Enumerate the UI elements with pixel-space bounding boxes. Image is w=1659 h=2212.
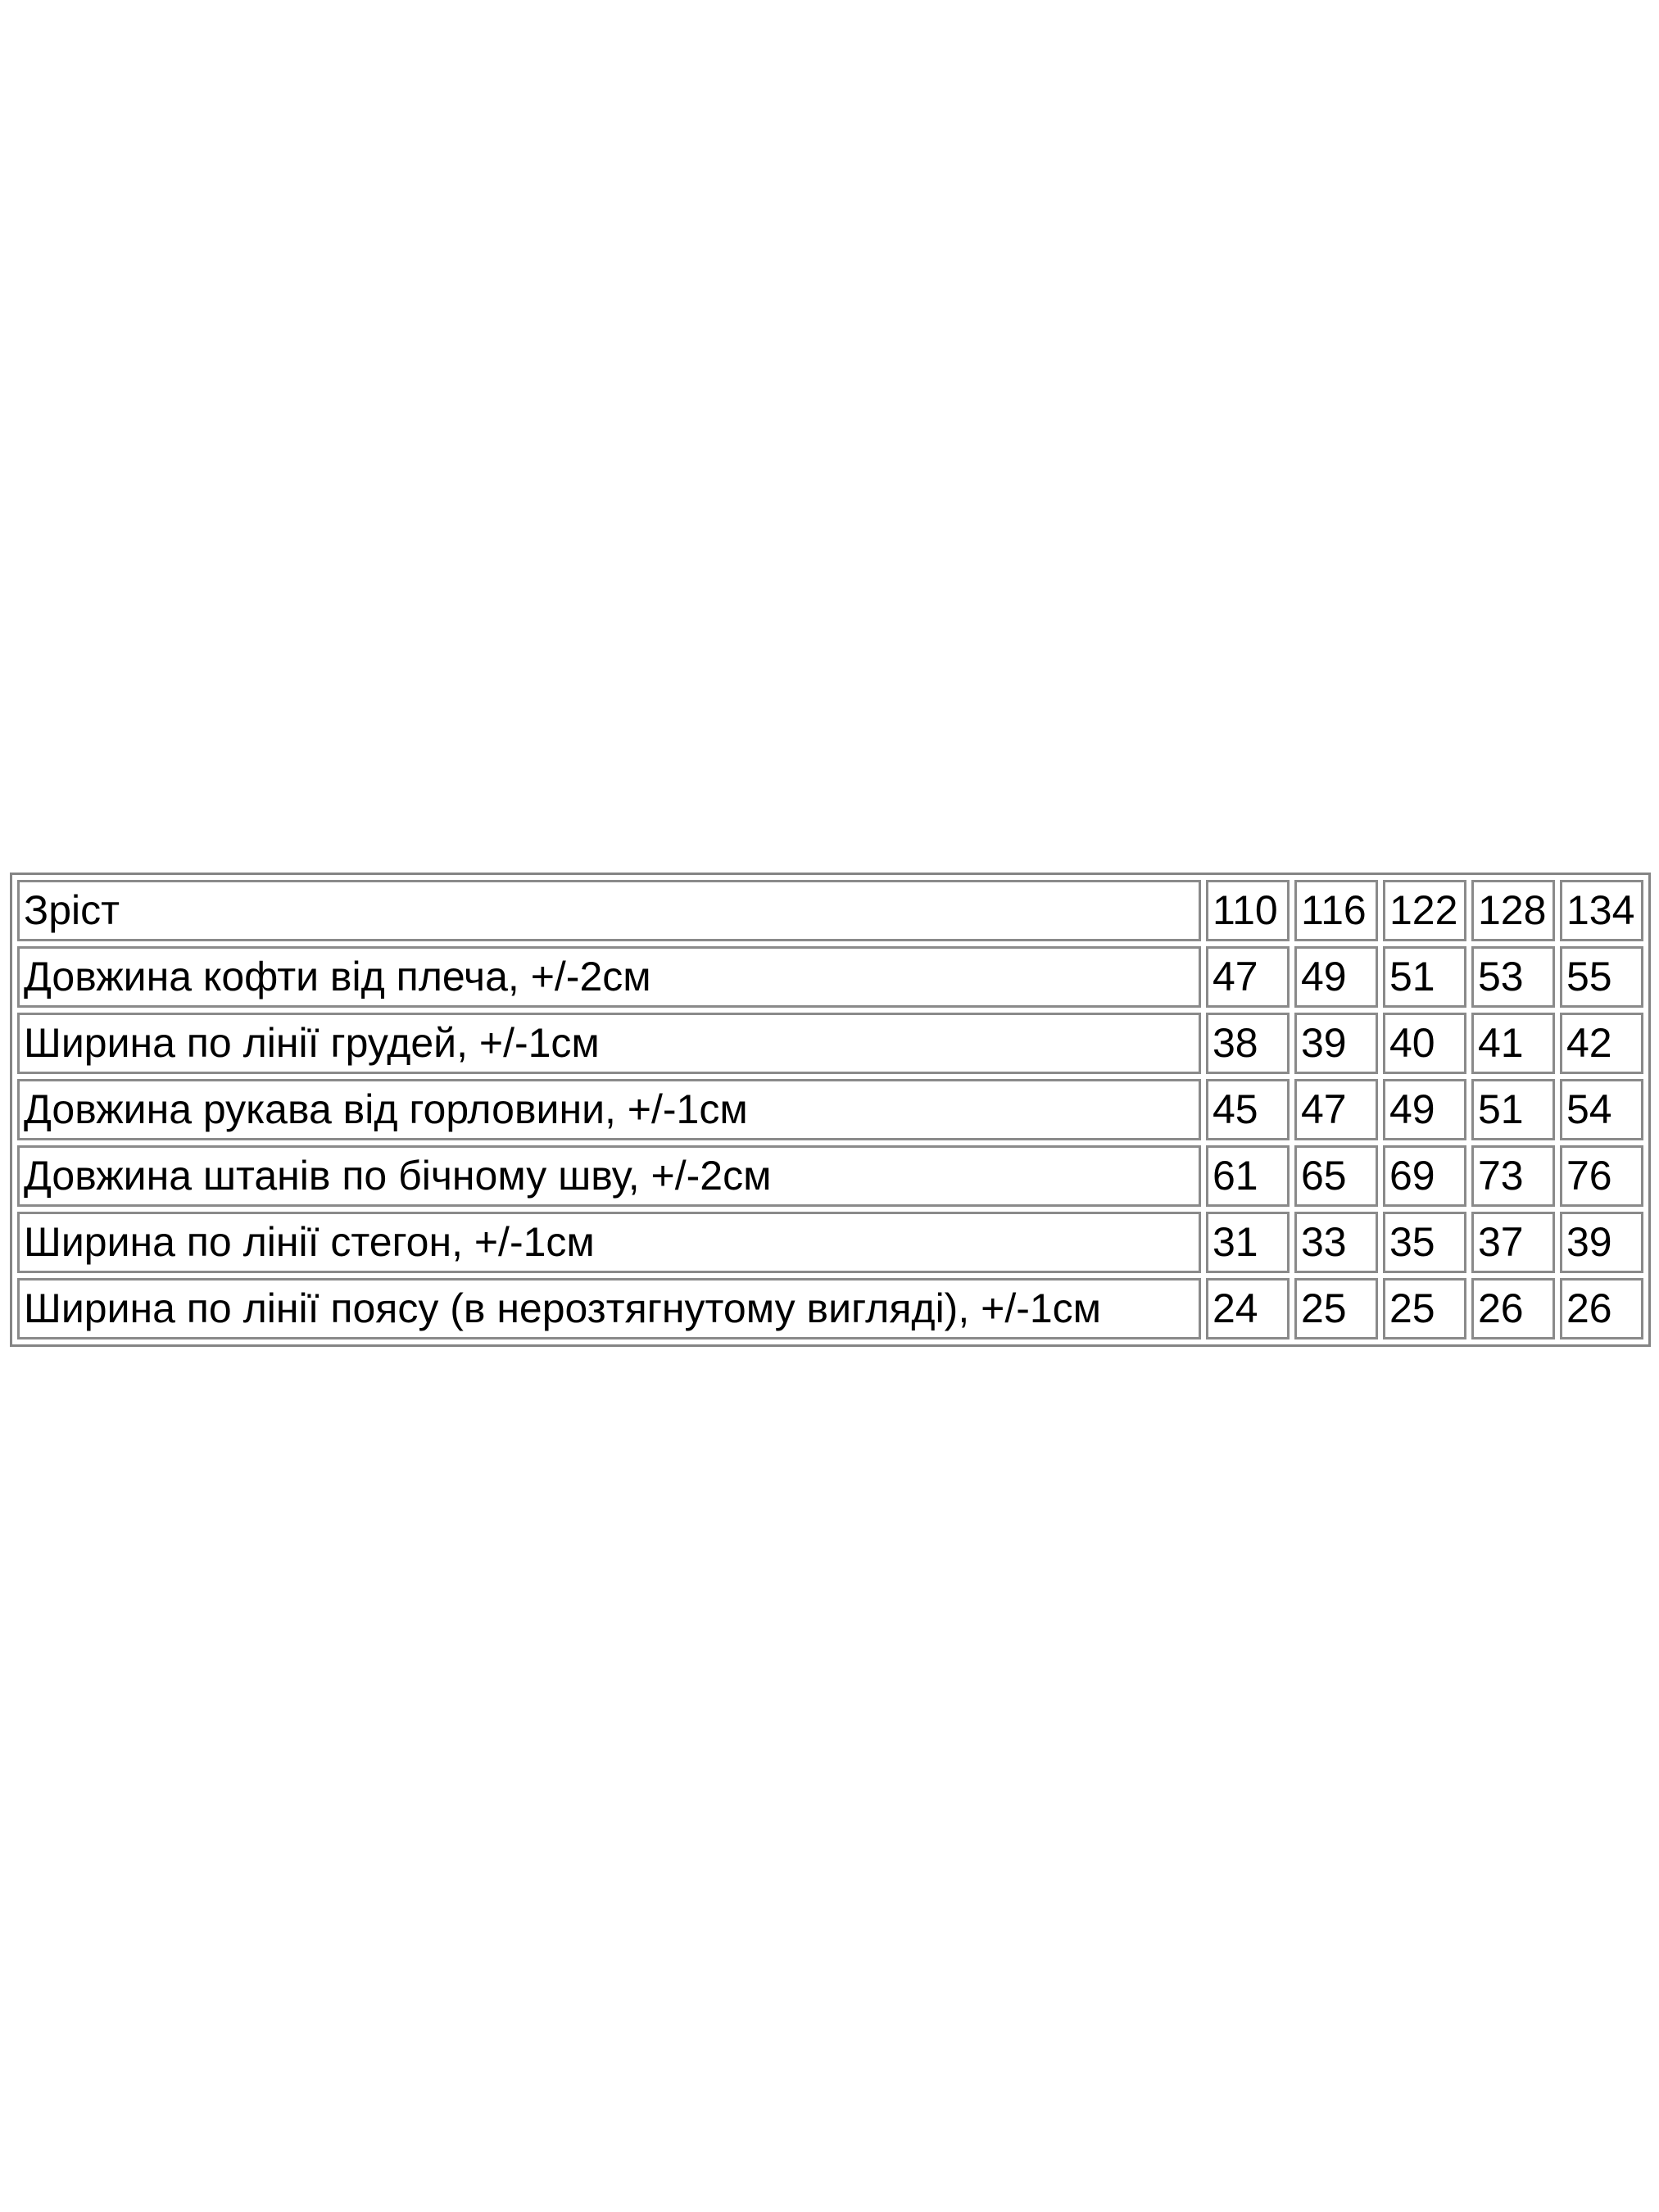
header-row — [17, 880, 1643, 941]
size-value-cell: 47 — [1206, 946, 1290, 1008]
row-label-cell: Ширина по лінії поясу (в нерозтягнутому вигляді), +/-1см — [17, 1278, 1201, 1339]
size-value-cell: 134 — [1560, 880, 1643, 941]
row-label-cell: Зріст — [17, 880, 1201, 941]
size-value-cell: 33 — [1294, 1212, 1378, 1273]
row-label-cell: Довжина штанів по бічному шву, +/-2см — [17, 1145, 1201, 1207]
size-value-cell: 26 — [1471, 1278, 1555, 1339]
size-value-cell: 45 — [1206, 1079, 1290, 1140]
size-row — [17, 1079, 1643, 1140]
size-value-cell: 73 — [1471, 1145, 1555, 1207]
size-value-cell: 122 — [1383, 880, 1466, 941]
row-label-cell: Ширина по лінії грудей, +/-1см — [17, 1013, 1201, 1074]
size-row — [17, 1145, 1643, 1207]
size-row — [17, 1278, 1643, 1339]
row-label-cell: Ширина по лінії стегон, +/-1см — [17, 1212, 1201, 1273]
size-value-cell: 54 — [1560, 1079, 1643, 1140]
size-value-cell: 42 — [1560, 1013, 1643, 1074]
size-value-cell: 69 — [1383, 1145, 1466, 1207]
size-value-cell: 76 — [1560, 1145, 1643, 1207]
size-chart-table — [10, 873, 1651, 1347]
size-value-cell: 39 — [1294, 1013, 1378, 1074]
size-value-cell: 128 — [1471, 880, 1555, 941]
size-value-cell: 65 — [1294, 1145, 1378, 1207]
size-value-cell: 55 — [1560, 946, 1643, 1008]
size-value-cell: 40 — [1383, 1013, 1466, 1074]
size-value-cell: 110 — [1206, 880, 1290, 941]
size-row — [17, 1212, 1643, 1273]
size-value-cell: 49 — [1294, 946, 1378, 1008]
size-value-cell: 26 — [1560, 1278, 1643, 1339]
size-value-cell: 37 — [1471, 1212, 1555, 1273]
size-value-cell: 38 — [1206, 1013, 1290, 1074]
size-value-cell: 61 — [1206, 1145, 1290, 1207]
size-value-cell: 39 — [1560, 1212, 1643, 1273]
size-value-cell: 53 — [1471, 946, 1555, 1008]
size-value-cell: 31 — [1206, 1212, 1290, 1273]
size-value-cell: 41 — [1471, 1013, 1555, 1074]
size-value-cell: 116 — [1294, 880, 1378, 941]
size-value-cell: 25 — [1383, 1278, 1466, 1339]
size-value-cell: 35 — [1383, 1212, 1466, 1273]
size-value-cell: 49 — [1383, 1079, 1466, 1140]
row-label-cell: Довжина кофти від плеча, +/-2см — [17, 946, 1201, 1008]
size-row — [17, 946, 1643, 1008]
size-row — [17, 1013, 1643, 1074]
size-value-cell: 47 — [1294, 1079, 1378, 1140]
size-value-cell: 24 — [1206, 1278, 1290, 1339]
size-value-cell: 25 — [1294, 1278, 1378, 1339]
size-value-cell: 51 — [1383, 946, 1466, 1008]
row-label-cell: Довжина рукава від горловини, +/-1см — [17, 1079, 1201, 1140]
size-value-cell: 51 — [1471, 1079, 1555, 1140]
